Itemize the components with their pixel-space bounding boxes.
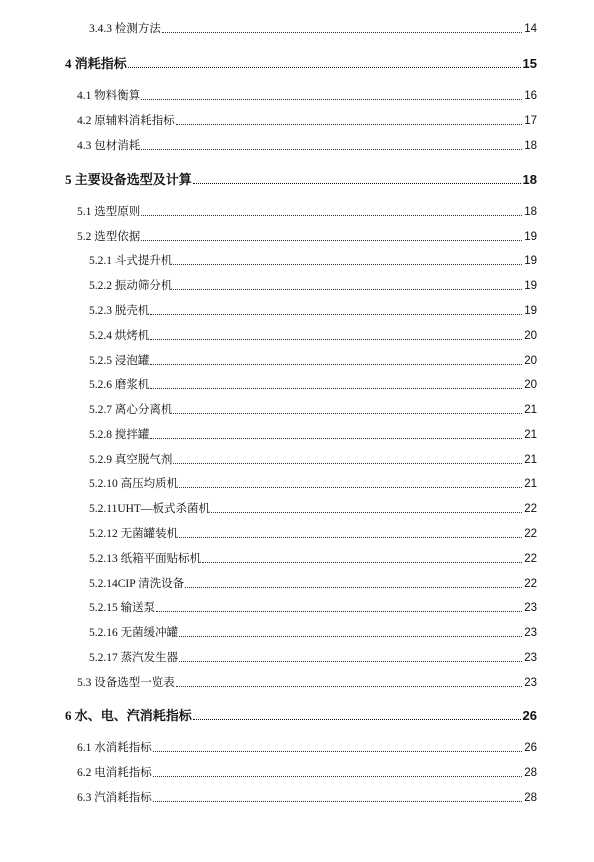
toc-chapter-6[interactable] bbox=[65, 706, 537, 723]
toc-entry-5-2-1[interactable] bbox=[89, 252, 537, 268]
toc-entry-5-2-17[interactable] bbox=[89, 649, 537, 665]
toc-entry-label: 5.2.12 无菌罐装机 bbox=[89, 528, 179, 540]
toc-entry-label: 6.3 汽消耗指标 bbox=[77, 792, 152, 804]
toc-entry-label: 5.2.15 输送泵 bbox=[89, 602, 156, 614]
toc-entry-label: 5.2.11UHT—板式杀菌机 bbox=[89, 503, 210, 515]
toc-entry-5-2-2[interactable] bbox=[89, 277, 537, 293]
dot-leader bbox=[202, 562, 522, 563]
dot-leader bbox=[176, 686, 522, 687]
dot-leader bbox=[193, 719, 521, 720]
dot-leader bbox=[179, 537, 522, 538]
toc-entry-label: 5.2.16 无菌缓冲罐 bbox=[89, 627, 179, 639]
dot-leader bbox=[150, 314, 522, 315]
toc-entry-5-2-7[interactable] bbox=[89, 401, 537, 417]
toc-entry-page: 22 bbox=[524, 528, 537, 540]
dot-leader bbox=[179, 661, 522, 662]
toc-chapter-label: 5 主要设备选型及计算 bbox=[65, 172, 192, 187]
toc-chapter-label: 4 消耗指标 bbox=[65, 56, 127, 71]
toc-chapter-page: 26 bbox=[522, 708, 537, 723]
dot-leader bbox=[173, 289, 522, 290]
toc-chapter-4[interactable] bbox=[65, 54, 537, 71]
dot-leader bbox=[173, 264, 522, 265]
dot-leader bbox=[173, 413, 522, 414]
toc-entry-5-2-14[interactable] bbox=[89, 575, 537, 591]
dot-leader bbox=[173, 463, 522, 464]
dot-leader bbox=[179, 487, 522, 488]
toc-entry-label: 5.2.8 搅拌罐 bbox=[89, 429, 150, 441]
dot-leader bbox=[162, 32, 522, 33]
toc-entry-page: 23 bbox=[524, 652, 537, 664]
toc-entry-page: 22 bbox=[524, 553, 537, 565]
toc-entry-page: 14 bbox=[524, 23, 537, 35]
toc-entry-page: 23 bbox=[524, 677, 537, 689]
toc-entry-page: 28 bbox=[524, 767, 537, 779]
toc-entry-page: 20 bbox=[524, 379, 537, 391]
toc-entry-5-2[interactable] bbox=[77, 228, 537, 244]
toc-entry-5-2-10[interactable] bbox=[89, 475, 537, 491]
toc-entry-page: 18 bbox=[524, 140, 537, 152]
toc-entry-5-2-8[interactable] bbox=[89, 426, 537, 442]
toc-entry-5-2-4[interactable] bbox=[89, 327, 537, 343]
dot-leader bbox=[185, 587, 522, 588]
toc-entry-4-2[interactable] bbox=[77, 112, 537, 128]
dot-leader bbox=[193, 183, 521, 184]
toc-entry-5-2-12[interactable] bbox=[89, 525, 537, 541]
toc-entry-5-2-16[interactable] bbox=[89, 624, 537, 640]
toc-entry-page: 22 bbox=[524, 503, 537, 515]
toc-entry-label: 6.2 电消耗指标 bbox=[77, 767, 152, 779]
toc-entry-label: 5.2.4 烘烤机 bbox=[89, 330, 150, 342]
toc-entry-label: 5.2 选型依据 bbox=[77, 231, 141, 243]
toc-entry-page: 19 bbox=[524, 231, 537, 243]
toc-entry-label: 5.3 设备选型一览表 bbox=[77, 677, 175, 689]
toc-entry-label: 5.2.5 浸泡罐 bbox=[89, 355, 150, 367]
dot-leader bbox=[153, 776, 522, 777]
toc-entry-label: 5.2.1 斗式提升机 bbox=[89, 255, 173, 267]
toc-entry-page: 21 bbox=[524, 454, 537, 466]
toc-entry-5-2-6[interactable] bbox=[89, 376, 537, 392]
dot-leader bbox=[150, 388, 522, 389]
toc-chapter-page: 15 bbox=[522, 56, 537, 71]
toc-entry-5-2-5[interactable] bbox=[89, 352, 537, 368]
toc-entry-label: 4.2 原辅料消耗指标 bbox=[77, 115, 175, 127]
toc-entry-label: 5.2.17 蒸汽发生器 bbox=[89, 652, 179, 664]
toc-entry-5-2-13[interactable] bbox=[89, 550, 537, 566]
toc-entry-5-2-15[interactable] bbox=[89, 599, 537, 615]
toc-chapter-5[interactable] bbox=[65, 170, 537, 187]
toc-entry-page: 21 bbox=[524, 478, 537, 490]
dot-leader bbox=[211, 512, 522, 513]
toc-entry-page: 19 bbox=[524, 280, 537, 292]
toc-entry-5-1[interactable] bbox=[77, 203, 537, 219]
dot-leader bbox=[150, 438, 522, 439]
dot-leader bbox=[141, 240, 522, 241]
toc-entry-label: 5.2.13 纸箱平面贴标机 bbox=[89, 553, 202, 565]
toc-entry-page: 23 bbox=[524, 627, 537, 639]
toc-entry-page: 28 bbox=[524, 792, 537, 804]
toc-entry-3-4-3[interactable] bbox=[89, 20, 537, 36]
toc-entry-page: 17 bbox=[524, 115, 537, 127]
toc-entry-page: 19 bbox=[524, 305, 537, 317]
dot-leader bbox=[153, 751, 522, 752]
toc-entry-6-3[interactable] bbox=[77, 789, 537, 805]
toc-entry-label: 5.2.3 脱壳机 bbox=[89, 305, 150, 317]
toc-entry-4-3[interactable] bbox=[77, 137, 537, 153]
dot-leader bbox=[141, 215, 522, 216]
dot-leader bbox=[176, 124, 522, 125]
toc-entry-label: 4.1 物料衡算 bbox=[77, 90, 141, 102]
toc-chapter-page: 18 bbox=[522, 172, 537, 187]
toc-entry-page: 19 bbox=[524, 255, 537, 267]
dot-leader bbox=[141, 99, 522, 100]
toc-entry-label: 5.2.7 离心分离机 bbox=[89, 404, 173, 416]
toc-entry-page: 26 bbox=[524, 742, 537, 754]
toc-entry-page: 20 bbox=[524, 355, 537, 367]
dot-leader bbox=[141, 149, 522, 150]
toc-entry-6-2[interactable] bbox=[77, 764, 537, 780]
toc-entry-label: 4.3 包材消耗 bbox=[77, 140, 141, 152]
toc-entry-label: 3.4.3 检测方法 bbox=[89, 23, 161, 35]
dot-leader bbox=[156, 611, 522, 612]
toc-entry-label: 5.2.14CIP 清洗设备 bbox=[89, 578, 185, 590]
toc-entry-page: 20 bbox=[524, 330, 537, 342]
toc-entry-label: 5.1 选型原则 bbox=[77, 206, 141, 218]
toc-entry-label: 5.2.2 振动筛分机 bbox=[89, 280, 173, 292]
toc-entry-5-2-3[interactable] bbox=[89, 302, 537, 318]
toc-entry-page: 21 bbox=[524, 429, 537, 441]
toc-entry-5-2-9[interactable] bbox=[89, 451, 537, 467]
toc-entry-label: 6.1 水消耗指标 bbox=[77, 742, 152, 754]
toc-chapter-label: 6 水、电、汽消耗指标 bbox=[65, 708, 192, 723]
toc-entry-label: 5.2.9 真空脱气剂 bbox=[89, 454, 173, 466]
dot-leader bbox=[150, 364, 522, 365]
toc-entry-page: 22 bbox=[524, 578, 537, 590]
dot-leader bbox=[150, 339, 522, 340]
toc-entry-5-2-11[interactable] bbox=[89, 500, 537, 516]
dot-leader bbox=[128, 67, 521, 68]
toc-entry-6-1[interactable] bbox=[77, 739, 537, 755]
dot-leader bbox=[153, 801, 522, 802]
toc-entry-page: 16 bbox=[524, 90, 537, 102]
toc-entry-page: 21 bbox=[524, 404, 537, 416]
toc-entry-4-1[interactable] bbox=[77, 87, 537, 103]
toc-entry-page: 18 bbox=[524, 206, 537, 218]
toc-entry-page: 23 bbox=[524, 602, 537, 614]
toc-entry-label: 5.2.10 高压均质机 bbox=[89, 478, 179, 490]
dot-leader bbox=[179, 636, 522, 637]
toc-entry-label: 5.2.6 磨浆机 bbox=[89, 379, 150, 391]
toc-entry-5-3[interactable] bbox=[77, 674, 537, 690]
